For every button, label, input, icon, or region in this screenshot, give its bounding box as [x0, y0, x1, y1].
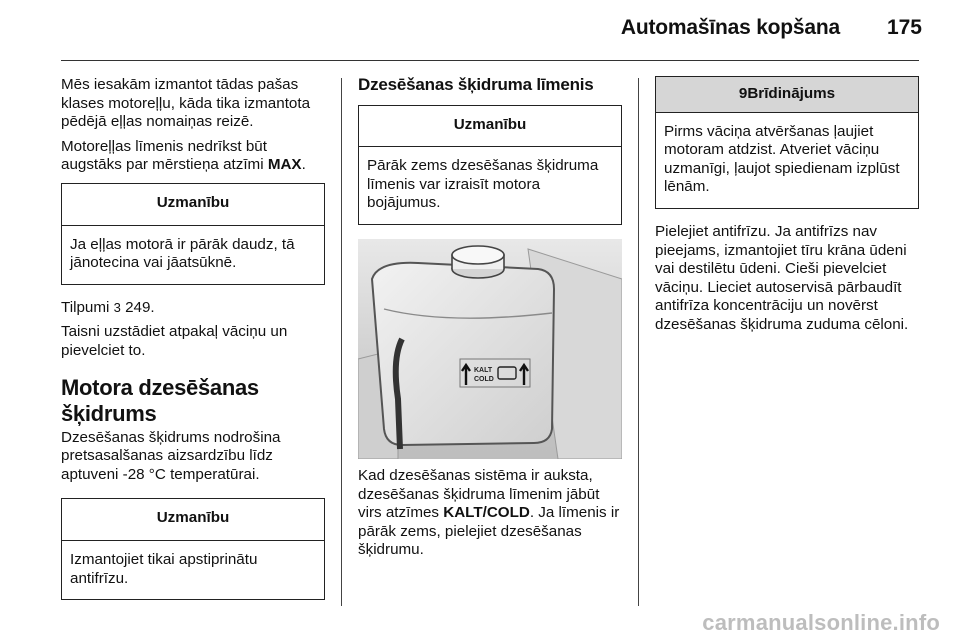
column-3 [655, 76, 919, 341]
kalt-cold-label: KALT/COLD [443, 504, 530, 522]
reference-arrow-icon: 3 [113, 299, 121, 315]
oil-level-end: . [301, 156, 306, 174]
column-2 [358, 76, 622, 566]
reference-capacities [61, 299, 325, 318]
caution-heading: Uzmanību [359, 106, 621, 148]
caution-box-antifreeze [61, 498, 325, 600]
caution-body: Izmantojiet tikai apstiprinātu antifrīzu. [70, 550, 258, 587]
paragraph-add-antifreeze: Pielejiet antifrīzu. Ja antifrīzs nav pieejams, izmantojiet tīru krāna ūdeni vai destilētu ūdeni. Cieši pievelciet vāciņu. Lieciet autoservisā pārbaudīt antifrīza koncentrāciju un novērst dzesēšanas šķidruma zuduma cēloni. [655, 222, 909, 333]
caution-body: Ja eļļas motorā ir pārāk daudz, tā jānotecina vai jāatsūknē. [70, 235, 295, 272]
page-number: 175 [886, 16, 922, 39]
watermark: carmanualsonline.info [702, 610, 940, 635]
caution-box-coolant-level [358, 105, 622, 225]
warning-triangle-icon: 9 [738, 85, 748, 102]
warning-label: Brīdinājums [747, 85, 836, 102]
coolant-reservoir-illustration [358, 239, 622, 459]
paragraph-coolant-protection: Dzesēšanas šķidrums nodrošina pretsasalšanas aizsardzību līdz aptuveni -28 °C temperatūrai. [61, 428, 281, 483]
section-heading-coolant: Motora dzesēšanas šķidrums [61, 374, 259, 426]
cold-mark: COLD [474, 375, 494, 383]
paragraph-oil-recommendation: Mēs iesakām izmantot tādas pašas klases motoreļļu, kāda tika izmantota pēdējā eļļas nomaiņas reizē. [61, 76, 311, 131]
caution-body: Pārāk zems dzesēšanas šķidruma līmenis var izraisīt motora bojājumus. [367, 157, 599, 212]
caution-box-oil [61, 183, 325, 285]
column-divider-2 [638, 78, 639, 606]
reference-page[interactable]: 249. [125, 298, 155, 316]
subheading-coolant-level: Dzesēšanas šķidruma līmenis [358, 75, 594, 94]
header-divider [61, 60, 919, 61]
paragraph-cap-refit: Taisni uzstādiet atpakaļ vāciņu un pievelciet to. [61, 323, 288, 359]
warning-heading [656, 77, 918, 113]
coolant-check-text: Kad dzesēšanas sistēma ir auksta, dzesēšanas šķidruma līmenim jābūt virs atzīmes [358, 466, 600, 522]
warning-box [655, 76, 919, 209]
paragraph-oil-level [61, 138, 325, 175]
reference-label: Tilpumi [61, 298, 110, 316]
caution-heading: Uzmanību [62, 184, 324, 226]
oil-level-text: Motoreļļas līmenis nedrīkst būt augstāks par mērstieņa atzīmi [61, 137, 268, 174]
warning-body: Pirms vāciņa atvēršanas ļaujiet motoram atdzist. Atveriet vāciņu uzmanīgi, ļaujot spiedienam izplūst lēnām. [664, 122, 900, 196]
kalt-mark: KALT [474, 366, 493, 374]
page-header-title: Automašīnas kopšana [620, 16, 840, 39]
paragraph-coolant-check [358, 467, 622, 560]
max-mark-label: MAX [267, 156, 302, 174]
caution-heading: Uzmanību [62, 499, 324, 541]
column-divider-1 [341, 78, 342, 606]
column-1 [61, 76, 325, 614]
coolant-check-end: . Ja līmenis ir pārāk zems, pielejiet dzesēšanas šķidrumu. [358, 504, 620, 559]
